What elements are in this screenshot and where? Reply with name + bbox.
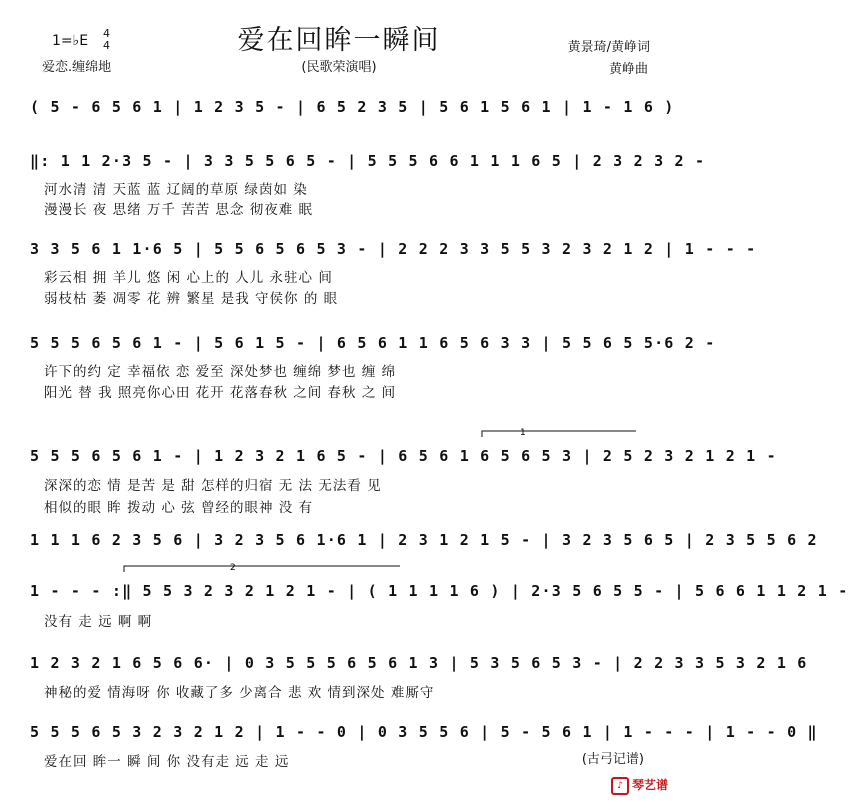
notation-row-7: 1 - - - :‖ 5 5 3 2 3 2 1 2 1 - | ( 1 1 1 1 6 ) | 2·3 5 6 5 5 - | 5 6 6 1 1 2 1 - xyxy=(30,582,848,600)
lyric-row-3a: 彩云相 拥 羊儿 悠 闲 心上的 人儿 永驻心 间 xyxy=(44,270,333,286)
notation-row-8: 1 2 3 2 1 6 5 6 6· | 0 3 5 5 5 6 5 6 1 3 | 5 3 5 6 5 3 - | 2 2 3 3 5 3 2 1 6 xyxy=(30,654,808,672)
lyric-row-2a: 河水清 清 天蓝 蓝 辽阔的草原 绿茵如 染 xyxy=(44,182,308,198)
lyric-row-4b: 阳光 替 我 照亮你心田 花开 花落春秋 之间 春秋 之 间 xyxy=(44,385,397,401)
transcriber-note: (古弓记谱) xyxy=(581,752,644,767)
lyric-row-4a: 许下的约 定 幸福依 恋 爱至 深处梦也 缠绵 梦也 缠 绵 xyxy=(44,364,397,380)
lyric-row-5b: 相似的眼 眸 拨动 心 弦 曾经的眼神 没 有 xyxy=(44,500,314,516)
lyric-row-3b: 弱枝枯 萎 凋零 花 辨 繁星 是我 守侯你 的 眼 xyxy=(44,291,339,307)
notation-row-3: 3 3 5 6 1 1·6 5 | 5 5 6 5 6 5 3 - | 2 2 2 3 3 5 5 3 2 3 2 1 2 | 1 - - - xyxy=(30,240,757,258)
meter-bottom: 4 xyxy=(103,39,110,52)
site-logo xyxy=(611,776,668,795)
key-signature: 1=♭E xyxy=(52,33,89,49)
lyric-row-7: 没有 走 远 啊 啊 xyxy=(44,614,153,630)
notation-row-5: 5 5 5 6 5 6 1 - | 1 2 3 2 1 6 5 - | 6 5 6 1 6 5 6 5 3 | 2 5 2 3 2 1 2 1 - xyxy=(30,447,777,465)
volta-2-bracket xyxy=(124,563,400,573)
song-title: 爱在回眸一瞬间 xyxy=(237,25,441,56)
lyric-row-5a: 深深的恋 情 是苦 是 甜 怎样的归宿 无 法 无法看 见 xyxy=(44,478,382,494)
singer-credit: (民歌荣演唱) xyxy=(301,60,377,75)
notation-row-4: 5 5 5 6 5 6 1 - | 5 6 1 5 - | 6 5 6 1 1 6 5 6 3 3 | 5 5 6 5 5·6 2 - xyxy=(30,334,716,352)
volta-2-number: 2 xyxy=(230,563,236,573)
lyric-row-8: 神秘的爱 情海呀 你 收藏了多 少离合 悲 欢 情到深处 难厮守 xyxy=(44,685,435,701)
notation-row-2: ‖: 1 1 2·3 5 - | 3 3 5 5 6 5 - | 5 5 5 6 6 1 1 1 6 5 | 2 3 2 3 2 - xyxy=(30,152,706,170)
notation-row-1: ( 5 - 6 5 6 1 | 1 2 3 5 - | 6 5 2 3 5 | 5 6 1 5 6 1 | 1 - 1 6 ) xyxy=(30,98,675,116)
lyric-row-2b: 漫漫长 夜 思绪 万千 苦苦 思念 彻夜难 眠 xyxy=(44,202,314,218)
music-note-icon: ♪ xyxy=(611,777,629,795)
mood-marking: 爱恋.缠绵地 xyxy=(42,60,112,75)
notation-row-6: 1 1 1 6 2 3 5 6 | 3 2 3 5 6 1·6 1 | 2 3 1 2 1 5 - | 3 2 3 5 6 5 | 2 3 5 5 6 2 xyxy=(30,531,818,549)
notation-row-9: 5 5 5 6 5 3 2 3 2 1 2 | 1 - - 0 | 0 3 5 5 6 | 5 - 5 6 1 | 1 - - - | 1 - - 0 ‖ xyxy=(30,723,818,741)
volta-1-number: 1 xyxy=(520,428,526,438)
volta-1-bracket xyxy=(482,428,636,438)
lyricist-credit: 黄景琦/黄峥词 xyxy=(567,40,650,55)
lyric-row-9: 爱在回 眸一 瞬 间 你 没有走 远 走 远 xyxy=(44,754,290,770)
logo-text: 琴艺谱 xyxy=(631,778,668,792)
meter-top: 4 xyxy=(103,27,110,40)
composer-credit: 黄峥曲 xyxy=(608,62,648,77)
